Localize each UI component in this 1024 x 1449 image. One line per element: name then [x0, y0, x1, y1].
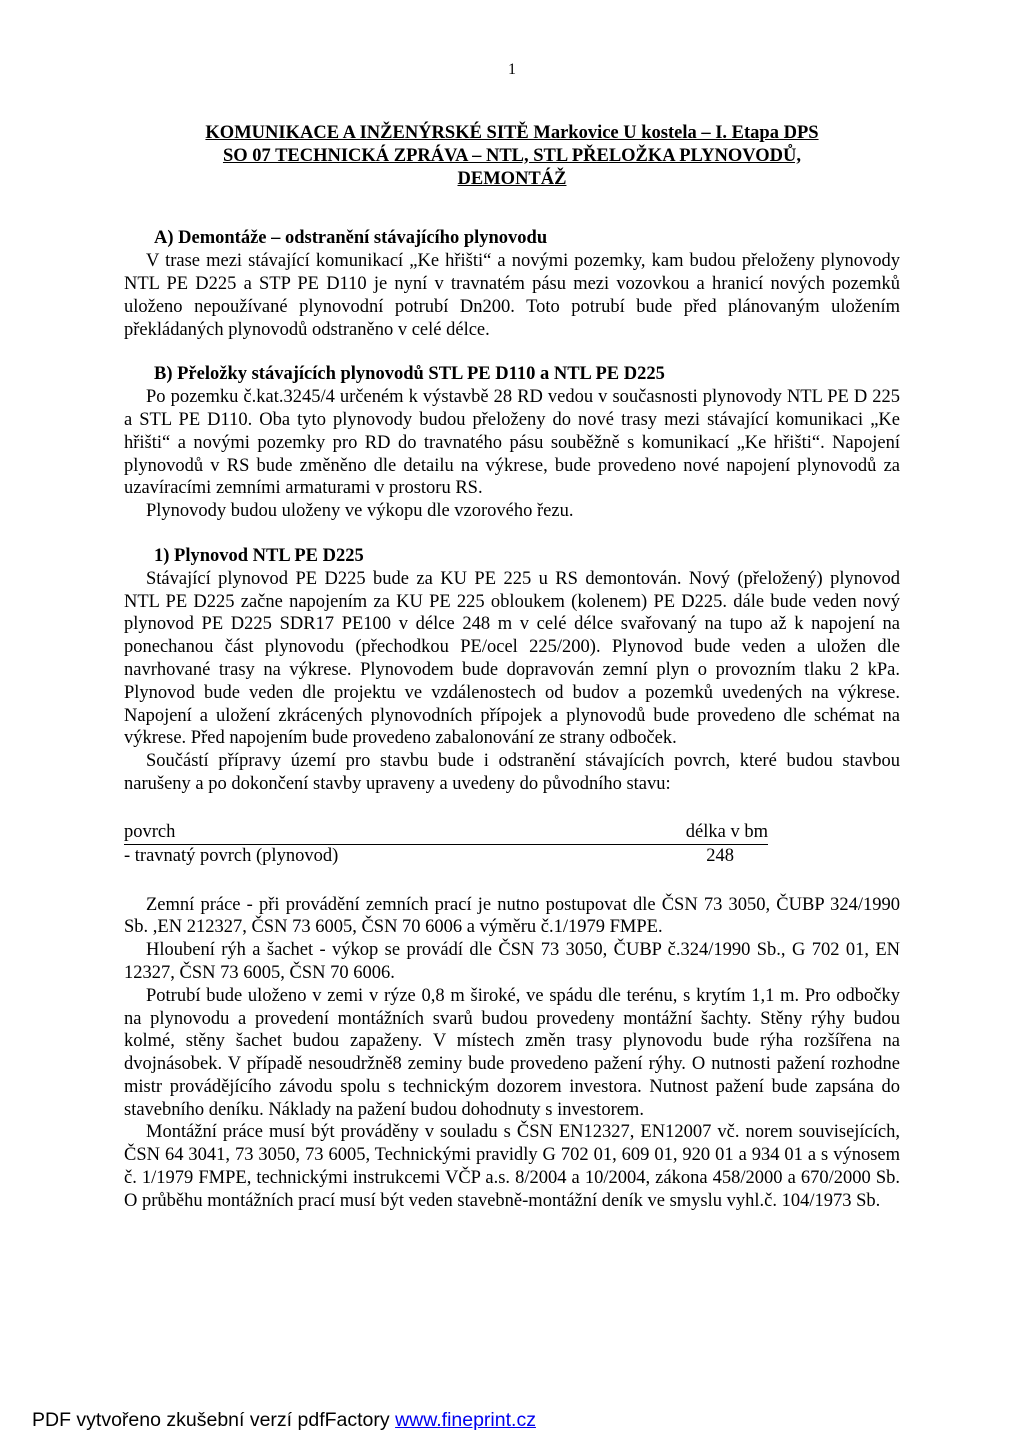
footer-link[interactable]: www.fineprint.cz [395, 1409, 536, 1431]
section-1-paragraph-1: Stávající plynovod PE D225 bude za KU PE 225 u RS demontován. Nový (přeložený) plynovod NTL PE D225 začne napojením za KU PE 225 obloukem (kolenem) PE D225. dále bude veden nový plynovod PE D225 SDR17 PE100 v délce 248 m v celé délce svařovaný na tupo až k napojení na ponechanou část plynovodu (přechodkou PE/ocel 225/200). Plynovod bude veden a uložen dle navrhované trasy na výkrese. Plynovodem bude dopravován zemní plyn o provozním tlaku 2 kPa. Plynovod bude veden dle projektu ve vzdálenostech od budov a pozemků uvedených na výkrese. Napojení a uložení zkrácených plynovodních přípojek a plynovodů bude provedeno dle schémat na výkrese. Před napojením bude provedeno zabalonování ze strany odboček. [124, 568, 900, 749]
pdf-footer [32, 1408, 536, 1432]
table-header-surface: povrch [124, 821, 176, 842]
section-a-paragraph: V trase mezi stávající komunikací „Ke hřišti“ a novými pozemky, kam budou přeloženy plynovody NTL PE D225 a STP PE D110 je nyní v travnatém pásu mezi vozovkou a hranicí nových pozemků uloženo nepoužívané plynovodní potrubí Dn200. Toto potrubí bude před plánovaným uložením překládaných plynovodů odstraněno v celé délce. [124, 251, 900, 340]
document-body [124, 122, 900, 1213]
table-cell-length: 248 [706, 845, 734, 866]
document-title-line-2: SO 07 TECHNICKÁ ZPRÁVA – NTL, STL PŘELOŽKA PLYNOVODŮ, [222, 145, 802, 166]
section-1-paragraph-2: Součástí přípravy území pro stavbu bude i odstranění stávajících povrch, které budou stavbou narušeny a po dokončení stavby upraveny a uvedeny do původního stavu: [124, 751, 900, 794]
table-row [124, 845, 768, 868]
table-cell-surface: - travnatý povrch (plynovod) [124, 845, 339, 866]
section-b-heading: B) Přeložky stávajících plynovodů STL PE D110 a NTL PE D225 [154, 364, 665, 385]
table-header-length: délka v bm [685, 821, 768, 842]
section-a-heading: A) Demontáže – odstranění stávajícího plynovodu [154, 228, 548, 249]
section-1-heading: 1) Plynovod NTL PE D225 [154, 545, 364, 566]
section-b-paragraph-2: Plynovody budou uloženy ve výkopu dle vzorového řezu. [146, 501, 574, 522]
table-header-row [124, 822, 768, 845]
pipe-laying-paragraph: Potrubí bude uloženo v zemi v rýze 0,8 m široké, ve spádu dle terénu, s krytím 1,1 m. Pro odbočky na plynovodu a provedení montážních svarů budou provedeny montážní šachty. Stěny rýhy budou kolmé, stěny šachet budou zapaženy. V místech změn trasy plynovodu bude rýha rozšířena na dvojnásobek. V případě nesoudržně8 zeminy bude provedeno pažení rýhy. O nutnosti pažení rozhodne mistr provádějícího závodu spolu s technickým dozorem investora. Nutnost pažení bude zapsána do stavebního deníku. Náklady na pažení budou dohodnuty s investorem. [124, 985, 900, 1120]
assembly-paragraph: Montážní práce musí být prováděny v souladu s ČSN EN12327, EN12007 vč. norem souvisejících, ČSN 64 3041, 73 3050, 73 6005, Technickými pravidly G 702 01, 609 01, 920 01 a 934 01 a s výnosem č. 1/1979 FMPE, technickými instrukcemi VČP a.s. 8/2004 a 10/2004, zákona 458/2000 a 670/2000 Sb. O průběhu montážních prací musí být veden stavebně-montážní deník ve smyslu vyhl.č. 104/1973 Sb. [124, 1122, 900, 1211]
section-b-paragraph-1: Po pozemku č.kat.3245/4 určeném k výstavbě 28 RD vedou v současnosti plynovody NTL PE D 225 a STL PE D110. Oba tyto plynovody budou přeloženy do nové trasy mezi stávající komunikaci „Ke hřišti“ a novými pozemky pro RD do travnatého pásu souběžně s komunikací „Ke hřišti“. Napojení plynovodů v RS bude změněno dle detailu na výkrese, bude provedeno nové napojení plynovodů za uzavíracími zemními armaturami v prostoru RS. [124, 387, 900, 499]
trench-paragraph: Hloubení rýh a šachet - výkop se provádí dle ČSN 73 3050, ČUBP č.324/1990 Sb., G 702 01, EN 12327, ČSN 73 6005, ČSN 70 6006. [124, 940, 900, 983]
footer-text: PDF vytvořeno zkušební verzí pdfFactory [32, 1409, 396, 1431]
earthworks-paragraph: Zemní práce - při provádění zemních prací je nutno postupovat dle ČSN 73 3050, ČUBP 324/1990 Sb. ,EN 212327, ČSN 73 6005, ČSN 70 6006 a výměru č.1/1979 FMPE. [124, 894, 900, 938]
page-number: 1 [508, 61, 516, 78]
document-title-line-3: DEMONTÁŽ [457, 168, 567, 189]
surface-table [124, 822, 768, 868]
document-title-line-1: KOMUNIKACE A INŽENÝRSKÉ SITĚ Markovice U kostela – I. Etapa DPS [205, 123, 819, 143]
